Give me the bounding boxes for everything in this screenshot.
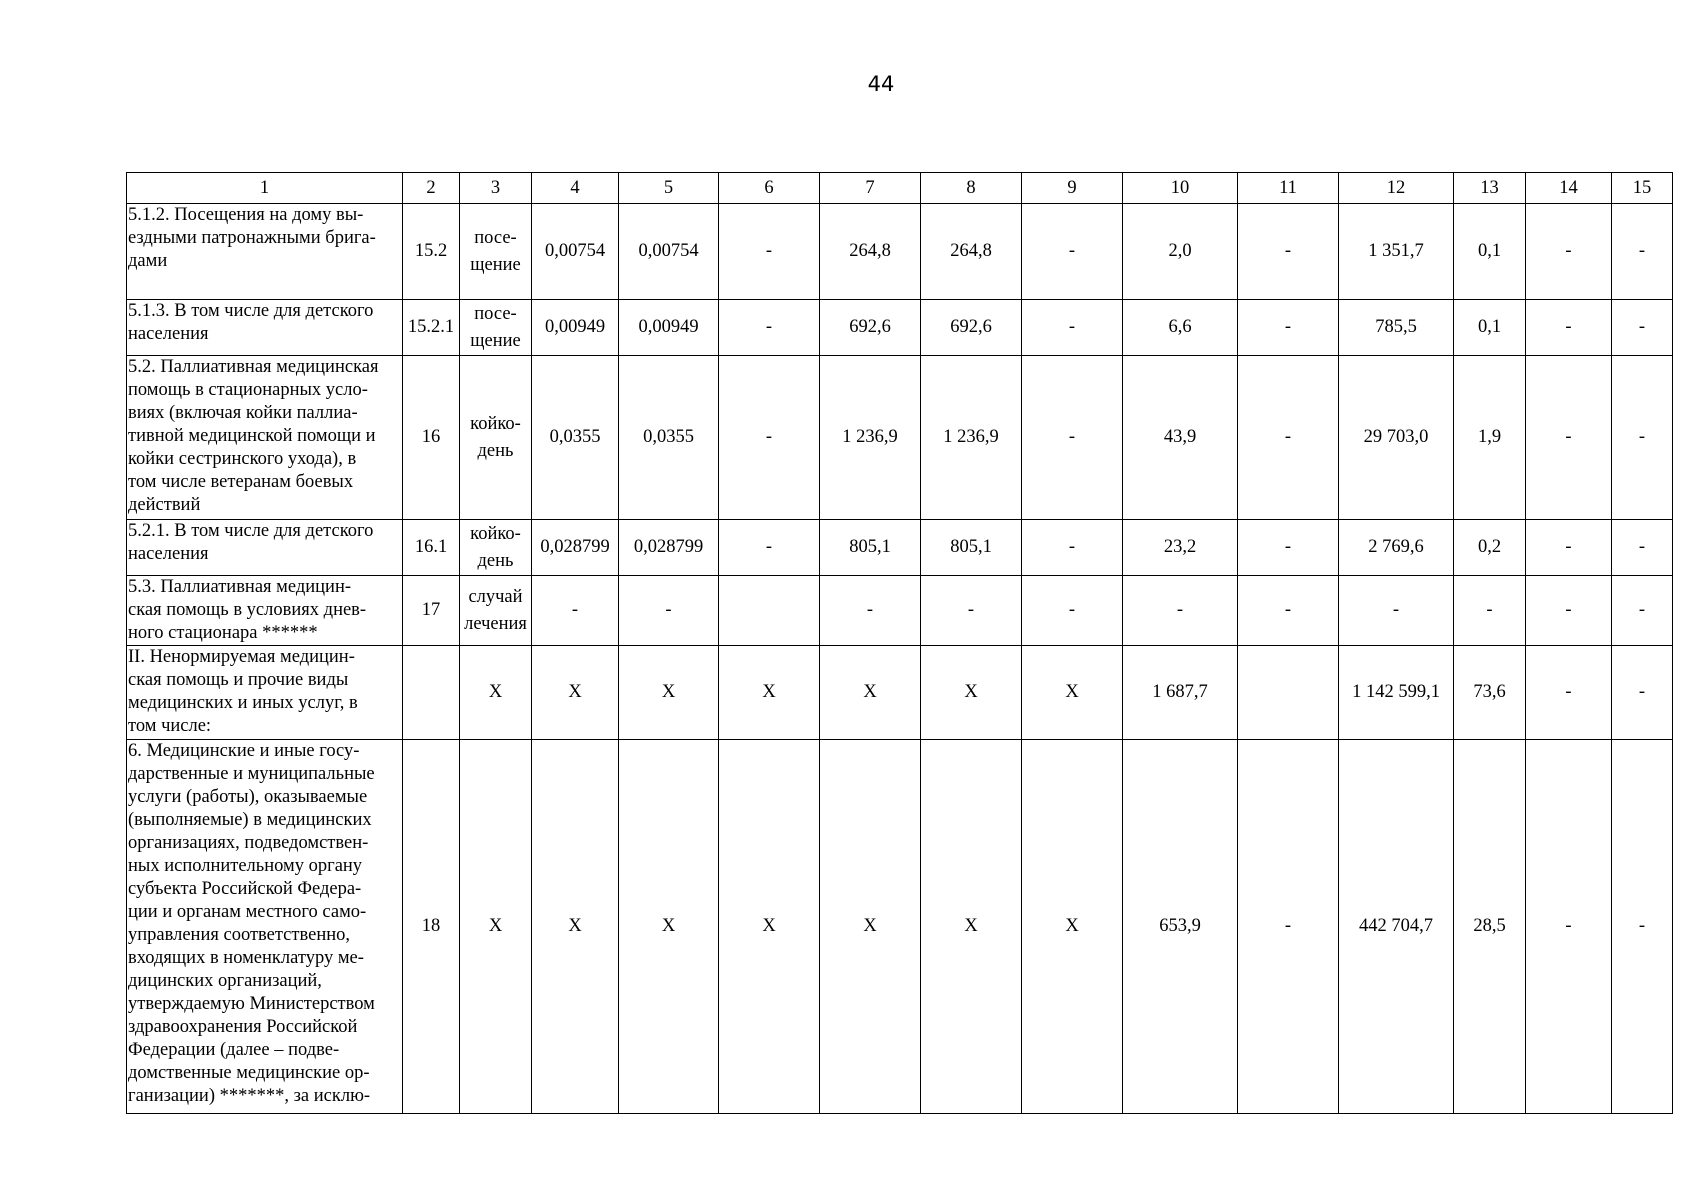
page-number: 44 bbox=[867, 72, 895, 96]
table-cell: - bbox=[1612, 646, 1673, 740]
column-header: 6 bbox=[719, 173, 820, 204]
table-cell: 0,2 bbox=[1454, 520, 1526, 576]
table-cell: 0,00754 bbox=[532, 204, 619, 300]
row-name: 5.1.2. Посещения на дому вы- ездными патронажными брига- дами bbox=[127, 204, 403, 300]
table-row bbox=[127, 356, 1673, 520]
table-cell: 29 703,0 bbox=[1339, 356, 1454, 520]
table-cell: X bbox=[820, 646, 921, 740]
table-cell: 692,6 bbox=[820, 300, 921, 356]
table-cell bbox=[719, 576, 820, 646]
unit-cell: посе- щение bbox=[460, 300, 532, 356]
table-cell: - bbox=[619, 576, 719, 646]
table-cell: X bbox=[719, 740, 820, 1114]
table-cell: 17 bbox=[403, 576, 460, 646]
table-cell: 442 704,7 bbox=[1339, 740, 1454, 1114]
table-cell: - bbox=[719, 356, 820, 520]
table-cell: X bbox=[532, 646, 619, 740]
row-name: 6. Медицинские и иные госу- дарственные и муниципальные услуги (работы), оказываемые (выполняемые) в медицинских организациях, подведомствен- ных исполнительному органу субъекта Российской Федера- ции и органам местного само- управления соответственно, входящих в номенклатуру ме- дицинских организаций, утверждаемую Министерством здравоохранения Российской Федерации (далее – подве- домственные медицинские ор- ганизации) *******, за исклю- bbox=[127, 740, 403, 1114]
table-cell: X bbox=[820, 740, 921, 1114]
table-cell: 0,00949 bbox=[619, 300, 719, 356]
table-row bbox=[127, 576, 1673, 646]
table-cell: 6,6 bbox=[1123, 300, 1238, 356]
table-cell: 785,5 bbox=[1339, 300, 1454, 356]
row-name: 5.2.1. В том числе для детского населения bbox=[127, 520, 403, 576]
table-cell: - bbox=[921, 576, 1022, 646]
column-header: 1 bbox=[127, 173, 403, 204]
column-header: 8 bbox=[921, 173, 1022, 204]
table-cell: 0,00949 bbox=[532, 300, 619, 356]
table-cell: - bbox=[1238, 204, 1339, 300]
table-cell: 73,6 bbox=[1454, 646, 1526, 740]
table-row bbox=[127, 740, 1673, 1114]
table-cell: 2,0 bbox=[1123, 204, 1238, 300]
column-header: 15 bbox=[1612, 173, 1673, 204]
table-cell: 805,1 bbox=[921, 520, 1022, 576]
column-header: 2 bbox=[403, 173, 460, 204]
table-cell: - bbox=[719, 204, 820, 300]
unit-cell: X bbox=[460, 740, 532, 1114]
table-cell: - bbox=[1526, 204, 1612, 300]
table-cell: 15.2.1 bbox=[403, 300, 460, 356]
table-cell: - bbox=[1123, 576, 1238, 646]
table-cell: - bbox=[1612, 356, 1673, 520]
table-cell: 0,1 bbox=[1454, 204, 1526, 300]
table-cell: - bbox=[1238, 576, 1339, 646]
table-cell: - bbox=[1526, 646, 1612, 740]
table-cell: - bbox=[1238, 356, 1339, 520]
column-header: 9 bbox=[1022, 173, 1123, 204]
data-table bbox=[126, 172, 1673, 1114]
unit-cell: случай лечения bbox=[460, 576, 532, 646]
table-cell: - bbox=[1526, 356, 1612, 520]
table-cell: - bbox=[820, 576, 921, 646]
table-cell: 16.1 bbox=[403, 520, 460, 576]
table-cell: 0,028799 bbox=[532, 520, 619, 576]
table-cell: 1 236,9 bbox=[820, 356, 921, 520]
table-cell: - bbox=[1526, 520, 1612, 576]
table-cell bbox=[1238, 646, 1339, 740]
table-cell: - bbox=[1612, 204, 1673, 300]
table-row bbox=[127, 520, 1673, 576]
column-header: 12 bbox=[1339, 173, 1454, 204]
table-cell: - bbox=[1022, 356, 1123, 520]
table-cell: 0,028799 bbox=[619, 520, 719, 576]
table-cell: - bbox=[719, 300, 820, 356]
table-cell bbox=[403, 646, 460, 740]
row-name: 5.3. Паллиативная медицин- ская помощь в условиях днев- ного стационара ****** bbox=[127, 576, 403, 646]
table-cell: 1 687,7 bbox=[1123, 646, 1238, 740]
table-cell: - bbox=[1022, 576, 1123, 646]
table-cell: 43,9 bbox=[1123, 356, 1238, 520]
table-cell: - bbox=[1526, 740, 1612, 1114]
table-cell: X bbox=[921, 646, 1022, 740]
row-name: 5.1.3. В том числе для детского населения bbox=[127, 300, 403, 356]
table-cell: X bbox=[1022, 646, 1123, 740]
column-header: 5 bbox=[619, 173, 719, 204]
header-row bbox=[127, 173, 1673, 204]
table-cell: X bbox=[532, 740, 619, 1114]
table-cell: 805,1 bbox=[820, 520, 921, 576]
table-cell: 0,0355 bbox=[532, 356, 619, 520]
column-header: 3 bbox=[460, 173, 532, 204]
table-cell: - bbox=[1526, 300, 1612, 356]
column-header: 4 bbox=[532, 173, 619, 204]
table-cell: 1,9 bbox=[1454, 356, 1526, 520]
table-row bbox=[127, 300, 1673, 356]
table-cell: - bbox=[1454, 576, 1526, 646]
unit-cell: посе- щение bbox=[460, 204, 532, 300]
table-cell: 264,8 bbox=[820, 204, 921, 300]
table-cell: X bbox=[1022, 740, 1123, 1114]
table-cell: X bbox=[719, 646, 820, 740]
table-cell: X bbox=[619, 646, 719, 740]
table-cell: 0,00754 bbox=[619, 204, 719, 300]
table-cell: 23,2 bbox=[1123, 520, 1238, 576]
table-cell: - bbox=[1339, 576, 1454, 646]
table-cell: - bbox=[532, 576, 619, 646]
table-row bbox=[127, 646, 1673, 740]
column-header: 14 bbox=[1526, 173, 1612, 204]
table-cell: - bbox=[1526, 576, 1612, 646]
table-cell: 15.2 bbox=[403, 204, 460, 300]
table-cell: - bbox=[1612, 576, 1673, 646]
table-cell: - bbox=[1022, 204, 1123, 300]
table-cell: - bbox=[1238, 740, 1339, 1114]
column-header: 13 bbox=[1454, 173, 1526, 204]
table-cell: 1 351,7 bbox=[1339, 204, 1454, 300]
table-cell: 0,1 bbox=[1454, 300, 1526, 356]
table-cell: X bbox=[921, 740, 1022, 1114]
table-cell: 16 bbox=[403, 356, 460, 520]
table-cell: 0,0355 bbox=[619, 356, 719, 520]
table-row bbox=[127, 204, 1673, 300]
table-cell: - bbox=[1022, 520, 1123, 576]
column-header: 10 bbox=[1123, 173, 1238, 204]
table-cell: 1 142 599,1 bbox=[1339, 646, 1454, 740]
table-cell: - bbox=[1022, 300, 1123, 356]
table-cell: 692,6 bbox=[921, 300, 1022, 356]
table-cell: 653,9 bbox=[1123, 740, 1238, 1114]
row-name: 5.2. Паллиативная медицинская помощь в стационарных усло- виях (включая койки паллиа- тивной медицинской помощи и койки сестринского ухода), в том числе ветеранам боевых действий bbox=[127, 356, 403, 520]
unit-cell: койко- день bbox=[460, 356, 532, 520]
row-name: II. Ненормируемая медицин- ская помощь и прочие виды медицинских и иных услуг, в том числе: bbox=[127, 646, 403, 740]
unit-cell: койко- день bbox=[460, 520, 532, 576]
table-cell: 1 236,9 bbox=[921, 356, 1022, 520]
table-cell: - bbox=[1612, 520, 1673, 576]
table-cell: 18 bbox=[403, 740, 460, 1114]
table-cell: - bbox=[1238, 300, 1339, 356]
table-cell: - bbox=[719, 520, 820, 576]
table-cell: X bbox=[619, 740, 719, 1114]
column-header: 11 bbox=[1238, 173, 1339, 204]
table-cell: - bbox=[1238, 520, 1339, 576]
table-cell: 264,8 bbox=[921, 204, 1022, 300]
table-cell: - bbox=[1612, 740, 1673, 1114]
table-cell: 28,5 bbox=[1454, 740, 1526, 1114]
unit-cell: X bbox=[460, 646, 532, 740]
table-cell: 2 769,6 bbox=[1339, 520, 1454, 576]
table-cell: - bbox=[1612, 300, 1673, 356]
column-header: 7 bbox=[820, 173, 921, 204]
